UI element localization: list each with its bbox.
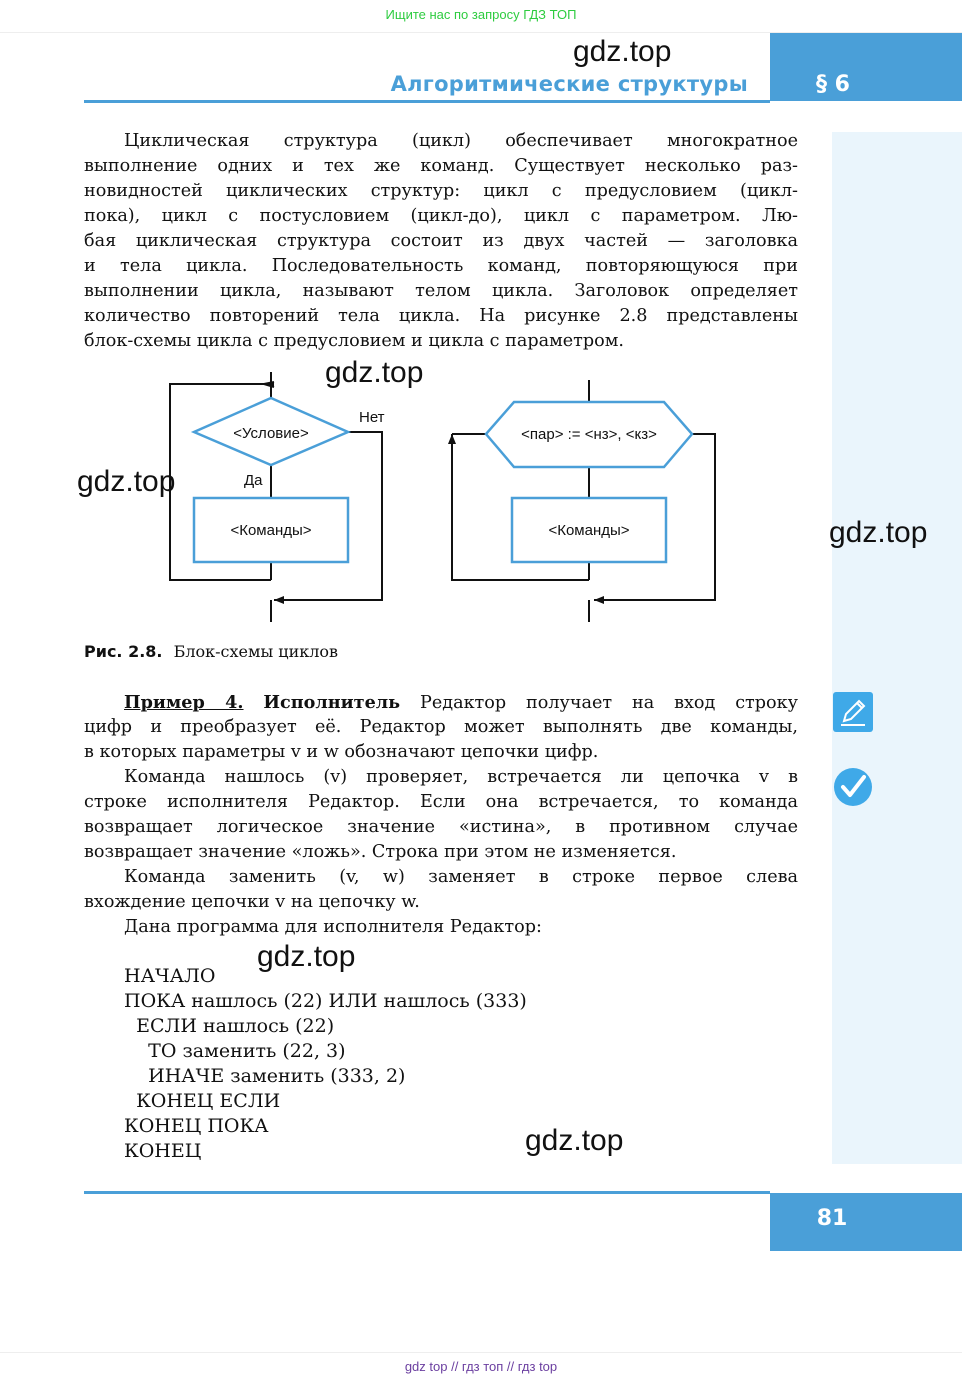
top-banner-text: Ищите нас по запросу ГДЗ ТОП [385,7,577,22]
watermark: gdz.top [325,356,424,389]
section-label: § 6 [816,72,850,97]
page-number: 81 [816,1206,848,1231]
watermark: gdz.top [525,1124,624,1157]
figure-number: Рис. 2.8. [84,642,163,661]
program-line: ИНАЧЕ заменить (333, 2) [124,1065,406,1087]
pencil-icon [833,692,873,732]
side-strip [832,132,962,1164]
condition-label: <Условие> [233,425,309,442]
text-line: выполнение одних и тех же команд. Существует несколько раз- [84,156,798,176]
example-label: Пример 4. [124,692,244,713]
example-text: Редактор получает на вход строку [400,693,798,713]
text-line: бая циклическая структура состоит из двух частей — заголовка [84,231,798,251]
program-line: ЕСЛИ нашлось (22) [124,1015,335,1037]
footer-rule [84,1191,770,1194]
program-line: КОНЕЦ [124,1140,202,1162]
text-line: строке исполнителя Редактор. Если она встречается, то команда [84,792,798,812]
text-line: возвращает логическое значение «истина», в противном случае [84,817,798,837]
commands-label: <Команды> [230,522,312,539]
chapter-title: Алгоритмические структуры [390,72,748,96]
checkmark-icon [833,767,873,807]
program-line: ПОКА нашлось (22) ИЛИ нашлось (333) [124,990,527,1012]
text-line: новидностей циклических структур: цикл с предусловием (цикл- [84,181,798,201]
text-line: количество повторений тела цикла. На рисунке 2.8 представлены [84,306,798,326]
yes-label: Да [244,472,263,489]
text-line: Циклическая структура (цикл) обеспечивает многократное [124,131,798,151]
example-bold: Исполнитель [263,692,401,713]
watermark: gdz.top [573,35,672,68]
text-line: блок-схемы цикла с предусловием и цикла с параметром. [84,331,625,351]
bottom-banner-text: gdz top // гдз топ // гдз top [404,1359,558,1374]
text-line: Дана программа для исполнителя Редактор: [124,917,542,937]
watermark: gdz.top [829,516,928,549]
text-line: выполнении цикла, называют телом цикла. Заголовок определяет [84,281,798,301]
figure-caption-text: Блок-схемы циклов [173,642,339,661]
header-rule [84,100,770,103]
program-line: КОНЕЦ ЕСЛИ [124,1090,281,1112]
text-line: пока), цикл с постусловием (цикл-до), цикл с параметром. Лю- [84,206,798,226]
commands-label: <Команды> [548,522,630,539]
program-line: КОНЕЦ ПОКА [124,1115,269,1137]
text-line: цифр и преобразует её. Редактор может выполнять две команды, [84,717,798,737]
text-line: Команда нашлось (v) проверяет, встречается ли цепочка v в [124,767,798,787]
text-line: вхождение цепочки v на цепочку w. [84,892,420,912]
loop-header-label: <пар> := <нз>, <кз> [521,426,657,443]
watermark: gdz.top [257,940,356,973]
text-line: и тела цикла. Последовательность команд, повторяющуюся при [84,256,798,276]
program-line: ТО заменить (22, 3) [124,1040,346,1062]
example-heading-line [84,690,798,716]
text-line: в которых параметры v и w обозначают цепочки цифр. [84,742,599,762]
figure-caption [84,642,338,661]
flowcharts-figure [84,360,804,630]
text-line: возвращает значение «ложь». Строка при этом не изменяется. [84,842,677,862]
no-label: Нет [359,409,385,426]
watermark: gdz.top [77,465,176,498]
text-line: Команда заменить (v, w) заменяет в строке первое слева [124,867,798,887]
program-line: НАЧАЛО [124,965,216,987]
